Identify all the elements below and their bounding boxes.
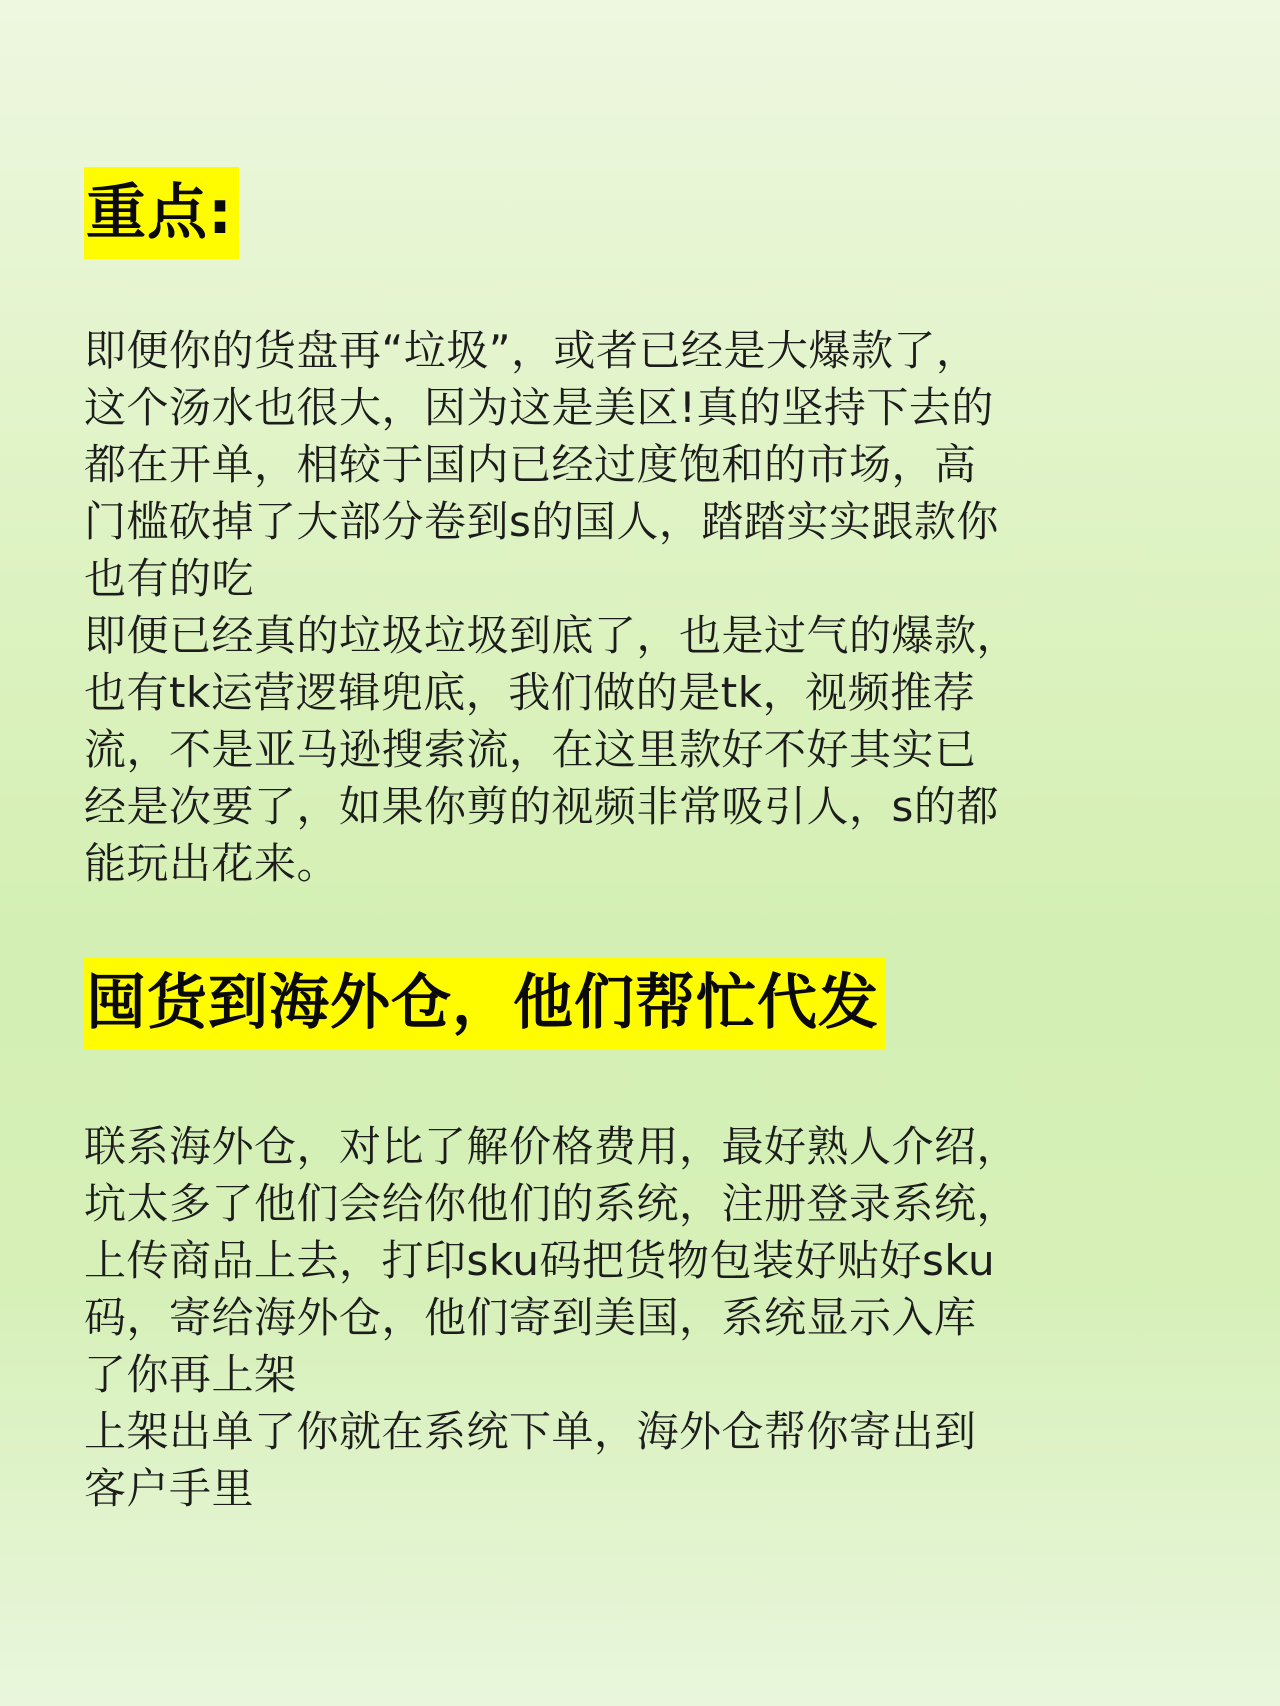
text-line: 上传商品上去，打印sku码把货物包装好贴好sku	[84, 1236, 996, 1285]
text-line: 流，不是亚马逊搜索流，在这里款好不好其实已	[84, 725, 977, 774]
paragraph	[84, 607, 1224, 892]
text-line: 经是次要了，如果你剪的视频非常吸引人，s的都	[84, 782, 999, 831]
text-line: 了你再上架	[84, 1350, 297, 1399]
text-line: 即便已经真的垃圾垃圾到底了，也是过气的爆款，	[84, 611, 1020, 660]
text-line: 客户手里	[84, 1464, 255, 1513]
text-line: 也有的吃	[84, 554, 255, 603]
text-line: 坑太多了他们会给你他们的系统，注册登录系统，	[84, 1179, 1020, 1228]
paragraph	[84, 1403, 1224, 1517]
text-line: 联系海外仓，对比了解价格费用，最好熟人介绍，	[84, 1122, 1020, 1171]
text-line: 码，寄给海外仓，他们寄到美国，系统显示入库	[84, 1293, 977, 1342]
paragraph	[84, 322, 1224, 607]
text-line: 都在开单，相较于国内已经过度饱和的市场，高	[84, 440, 977, 489]
text-line: 也有tk运营逻辑兜底，我们做的是tk，视频推荐	[84, 668, 976, 717]
text-line: 门槛砍掉了大部分卷到s的国人，踏踏实实跟款你	[84, 497, 999, 546]
section-heading-key-points: 重点:	[84, 167, 239, 259]
paragraph	[84, 1118, 1224, 1403]
section-body-overseas-warehouse	[84, 1118, 1224, 1517]
text-line: 这个汤水也很大，因为这是美区!真的坚持下去的	[84, 383, 994, 432]
section-heading-overseas-warehouse: 囤货到海外仓，他们帮忙代发	[84, 957, 885, 1049]
text-line: 能玩出花来。	[84, 839, 340, 888]
section-body-key-points	[84, 322, 1224, 892]
text-line: 即便你的货盘再“垃圾”，或者已经是大爆款了，	[84, 326, 979, 375]
text-line: 上架出单了你就在系统下单，海外仓帮你寄出到	[84, 1407, 977, 1456]
